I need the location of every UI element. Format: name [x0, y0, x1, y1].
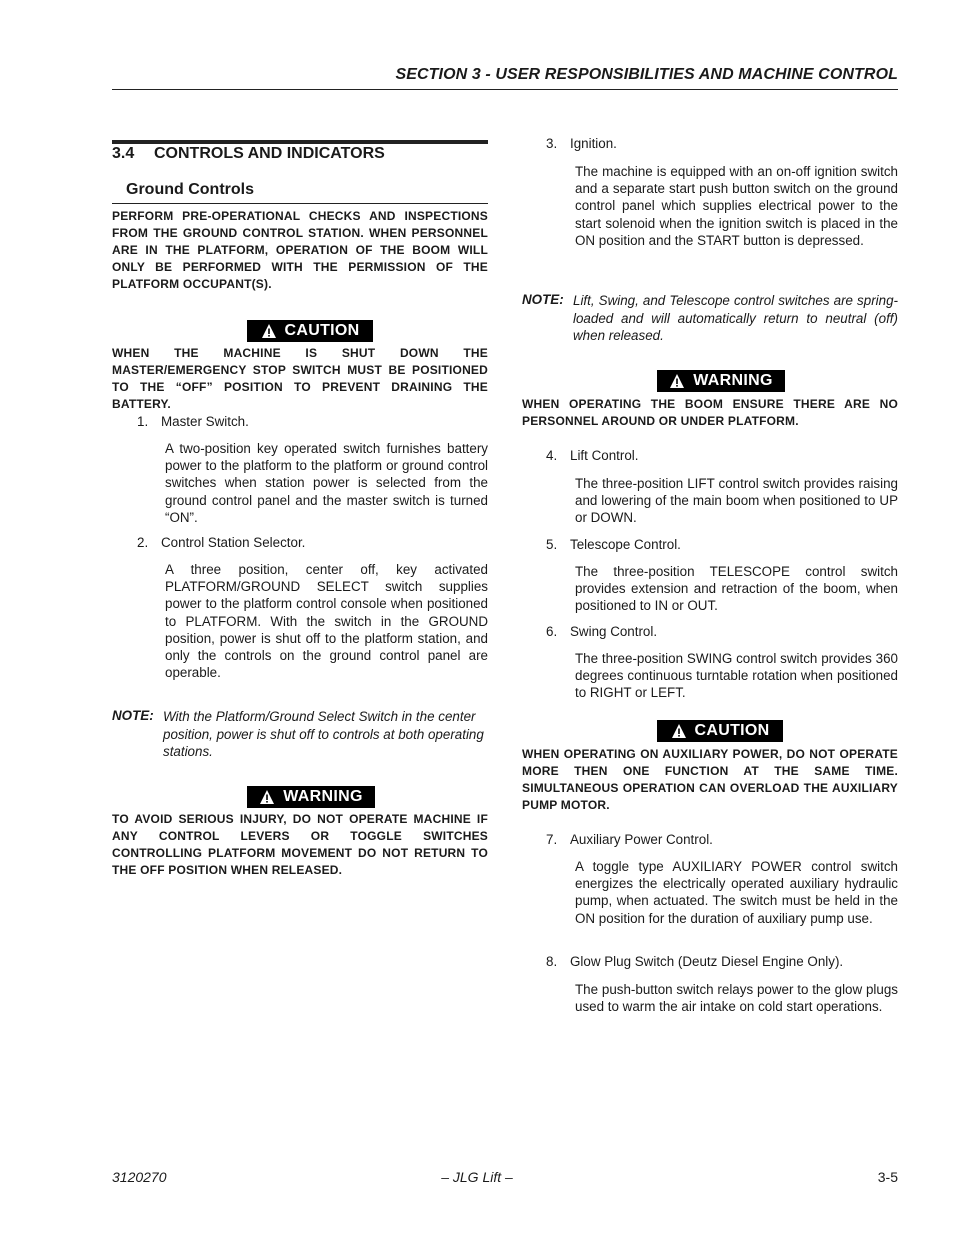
caution-banner — [657, 720, 783, 742]
item-number: 6. — [546, 624, 558, 639]
caution-banner — [247, 320, 373, 342]
note-label: NOTE: — [522, 292, 564, 307]
list-item-title — [546, 136, 617, 151]
list-item-title — [546, 448, 638, 463]
section-number: 3.4 — [112, 145, 135, 162]
item-number: 4. — [546, 448, 558, 463]
item-description: The push-button switch relays power to the glow plugs used to warm the air intake on cold start operations. — [575, 982, 898, 1015]
warning-label: WARNING — [693, 372, 773, 389]
note-label: NOTE: — [112, 708, 154, 723]
warning-text: WHEN OPERATING THE BOOM ENSURE THERE ARE NO PERSONNEL AROUND OR UNDER PLATFORM. — [522, 397, 898, 428]
caution-label: CAUTION — [284, 322, 360, 339]
item-title: Glow Plug Switch (Deutz Diesel Engine Only). — [570, 954, 844, 969]
warning-triangle-icon — [669, 373, 685, 389]
item-title: Lift Control. — [570, 448, 639, 463]
item-description: The three-position LIFT control switch provides raising and lowering of the main boom when positioned to UP or DOWN. — [575, 476, 898, 526]
header-title: SECTION 3 - USER RESPONSIBILITIES AND MACHINE CONTROL — [395, 66, 898, 83]
list-item-title — [546, 537, 681, 552]
section-rule — [112, 140, 488, 144]
item-description: The three-position TELESCOPE control switch provides extension and retraction of the boom, when positioned to IN or OUT. — [575, 564, 898, 614]
item-title: Swing Control. — [570, 624, 658, 639]
item-number: 5. — [546, 537, 558, 552]
footer-publisher: – JLG Lift – — [441, 1169, 513, 1185]
warning-triangle-icon — [261, 323, 277, 339]
page-header — [112, 64, 898, 90]
caution-label: CAUTION — [694, 722, 770, 739]
caution-text: WHEN THE MACHINE IS SHUT DOWN THE MASTER/EMERGENCY STOP SWITCH MUST BE POSITIONED TO THE “OFF” POSITION TO PREVENT DRAINING THE BATTERY. — [112, 346, 488, 411]
warning-triangle-icon — [671, 723, 687, 739]
list-item-title — [546, 624, 657, 639]
item-number: 8. — [546, 954, 558, 969]
item-description: A three position, center off, key activated PLATFORM/GROUND SELECT switch supplies power to the platform control console when positioned to PLATFORM. With the switch in the GROUND position, power is shut off to the platform station, and only the controls on the ground control panel are operable. — [165, 562, 488, 681]
warning-banner — [657, 370, 785, 392]
caution-text: WHEN OPERATING ON AUXILIARY POWER, DO NOT OPERATE MORE THEN ONE FUNCTION AT THE SAME TIME. SIMULTANEOUS OPERATION CAN OVERLOAD THE AUXILIARY PUMP MOTOR. — [522, 747, 898, 812]
item-description: A toggle type AUXILIARY POWER control switch energizes the electrically operated auxiliary hydraulic pump, when actuated. The switch must be held in the ON position for the duration of auxiliary pump use. — [575, 859, 898, 926]
section-heading — [112, 145, 385, 163]
item-title: Ignition. — [570, 136, 617, 151]
section-title: CONTROLS AND INDICATORS — [154, 145, 385, 162]
subsection-rule — [112, 203, 488, 204]
item-title: Auxiliary Power Control. — [570, 832, 713, 847]
item-description: The three-position SWING control switch provides 360 degrees continuous turntable rotation when positioned to RIGHT or LEFT. — [575, 651, 898, 701]
item-title: Telescope Control. — [570, 537, 681, 552]
warning-text: TO AVOID SERIOUS INJURY, DO NOT OPERATE MACHINE IF ANY CONTROL LEVERS OR TOGGLE SWITCHES CONTROLLING PLATFORM MOVEMENT DO NOT RETURN TO THE OFF POSITION WHEN RELEASED. — [112, 812, 488, 877]
note-text: With the Platform/Ground Select Switch in the center position, power is shut off to controls at both operating stations. — [163, 709, 484, 759]
item-description: A two-position key operated switch furnishes battery power to the platform to the platform or ground control switches when station power is selected from the ground control panel and the master switch is turned “ON”. — [165, 441, 488, 525]
list-item-title — [137, 414, 249, 429]
intro-paragraph: PERFORM PRE-OPERATIONAL CHECKS AND INSPECTIONS FROM THE GROUND CONTROL STATION. WHEN PERSONNEL ARE IN THE PLATFORM, OPERATION OF THE BOOM WILL ONLY BE PERFORMED WITH THE PERMISSION OF THE PLATFORM OCCUPANT(S). — [112, 209, 488, 291]
item-number: 3. — [546, 136, 558, 151]
item-title: Master Switch. — [161, 414, 249, 429]
item-number: 2. — [137, 535, 149, 550]
item-title: Control Station Selector. — [161, 535, 306, 550]
list-item-title — [546, 954, 843, 969]
list-item-title — [137, 535, 305, 550]
item-number: 1. — [137, 414, 149, 429]
warning-banner — [247, 786, 375, 808]
subsection-title: Ground Controls — [126, 181, 254, 198]
footer-page-number: 3-5 — [877, 1169, 898, 1185]
warning-triangle-icon — [259, 789, 275, 805]
list-item-title — [546, 832, 713, 847]
warning-label: WARNING — [283, 788, 363, 805]
item-number: 7. — [546, 832, 558, 847]
note-text: Lift, Swing, and Telescope control switches are spring-loaded and will automatically return to neutral (off) when released. — [573, 293, 898, 343]
footer-doc-number: 3120270 — [112, 1169, 167, 1185]
item-description: The machine is equipped with an on-off ignition switch and a separate start push button switch on the ground control panel which supplies electrical power to the start solenoid when the ignition switch is placed in the ON position and the START button is depressed. — [575, 164, 898, 248]
